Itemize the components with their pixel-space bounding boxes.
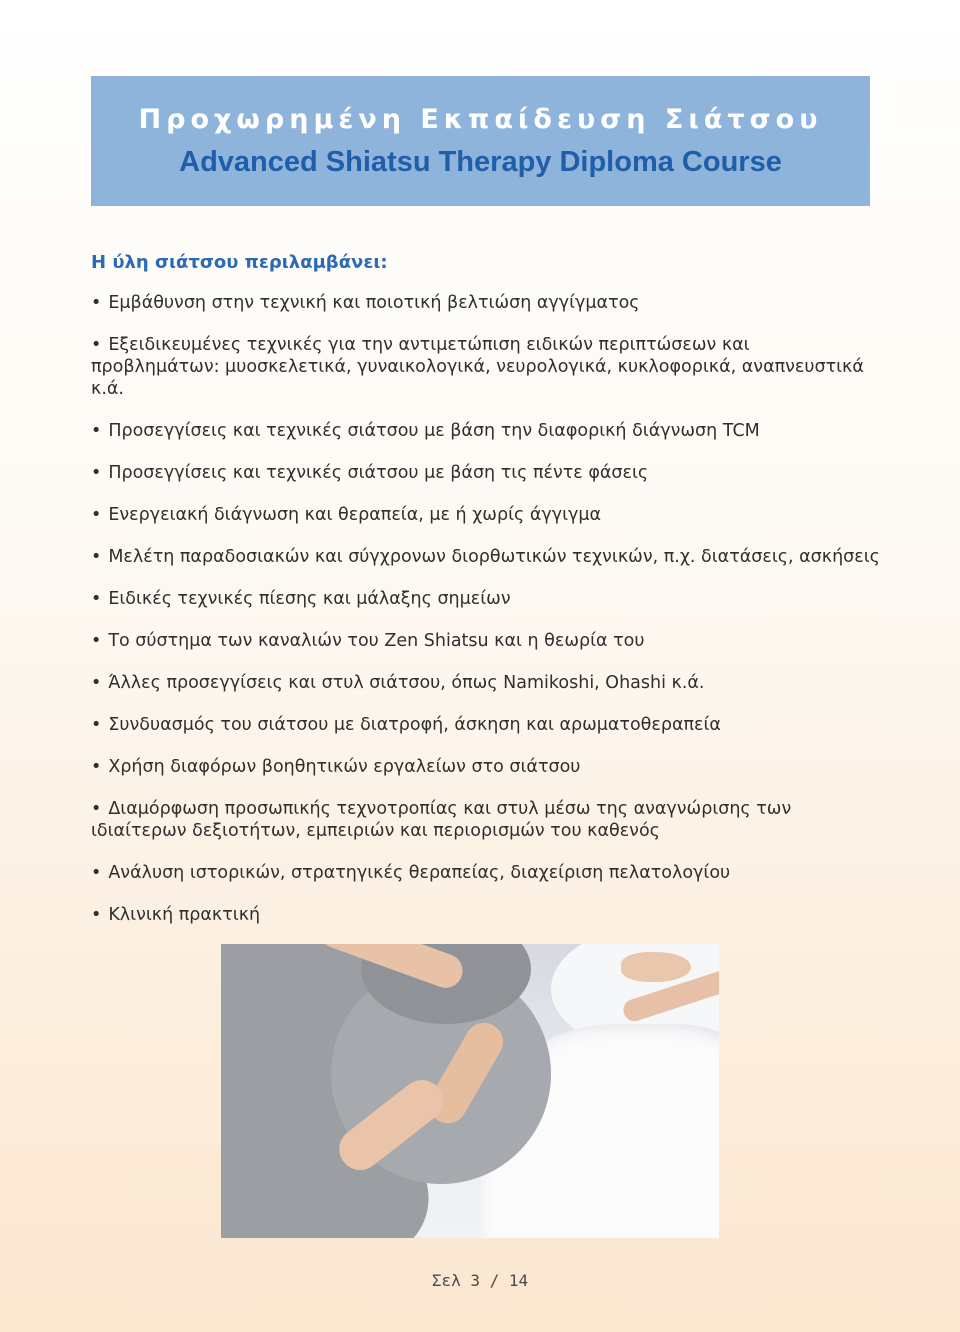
list-item: • Ανάλυση ιστορικών, στρατηγικές θεραπείας, διαχείριση πελατολογίου <box>91 862 881 884</box>
list-item: • Χρήση διαφόρων βοηθητικών εργαλείων στο σιάτσου <box>91 756 881 778</box>
title-banner <box>91 76 870 206</box>
shiatsu-treatment-photo <box>221 944 719 1238</box>
list-item: • Ενεργειακή διάγνωση και θεραπεία, με ή χωρίς άγγιγμα <box>91 504 881 526</box>
page-title-english: Advanced Shiatsu Therapy Diploma Course <box>179 146 782 178</box>
list-item: • Άλλες προσεγγίσεις και στυλ σιάτσου, όπως Namikoshi, Ohashi κ.ά. <box>91 672 881 694</box>
list-item: • Προσεγγίσεις και τεχνικές σιάτσου με βάση τις πέντε φάσεις <box>91 462 881 484</box>
list-item: • Εμβάθυνση στην τεχνική και ποιοτική βελτιώση αγγίγματος <box>91 292 881 314</box>
page-number: Σελ 3 / 14 <box>431 1271 529 1290</box>
section-heading: Η ύλη σιάτσου περιλαμβάνει: <box>91 252 388 273</box>
curriculum-list <box>91 292 881 946</box>
page-title-greek: Προχωρημένη Εκπαίδευση Σιάτσου <box>138 104 823 135</box>
photo-patient-hand <box>621 952 691 982</box>
list-item: • Ειδικές τεχνικές πίεσης και μάλαξης σημείων <box>91 588 881 610</box>
list-item: • Εξειδικευμένες τεχνικές για την αντιμετώπιση ειδικών περιπτώσεων και προβλημάτων: μυοσκελετικά, γυναικολογικά, νευρολογικά, κυκλοφορικά, αναπνευστικά κ.ά. <box>91 334 881 400</box>
list-item: • Προσεγγίσεις και τεχνικές σιάτσου με βάση την διαφορική διάγνωση TCM <box>91 420 881 442</box>
list-item: • Μελέτη παραδοσιακών και σύγχρονων διορθωτικών τεχνικών, π.χ. διατάσεις, ασκήσεις <box>91 546 881 568</box>
list-item: • Κλινική πρακτική <box>91 904 881 926</box>
list-item: • Το σύστημα των καναλιών του Zen Shiatsu και η θεωρία του <box>91 630 881 652</box>
list-item: • Συνδυασμός του σιάτσου με διατροφή, άσκηση και αρωματοθεραπεία <box>91 714 881 736</box>
list-item: • Διαμόρφωση προσωπικής τεχνοτροπίας και στυλ μέσω της αναγνώρισης των ιδιαίτερων δεξιοτήτων, εμπειριών και περιορισμών του καθενός <box>91 798 881 842</box>
